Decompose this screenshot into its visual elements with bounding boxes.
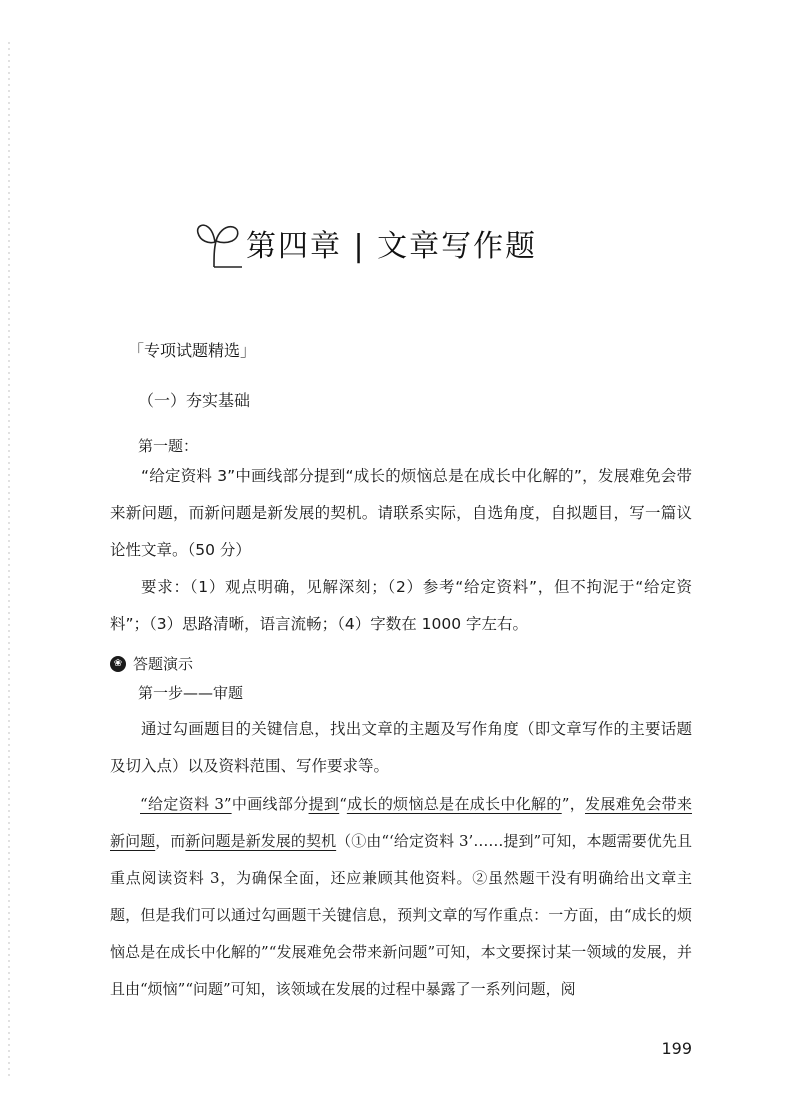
underlined-phrase: 提到	[308, 795, 340, 813]
answer-intro: 通过勾画题目的关键信息，找出文章的主题及写作角度（即文章写作的主要话题及切入点）以及资料范围、写作要求等。	[110, 720, 692, 775]
question-requirements: 要求：（1）观点明确，见解深刻；（2）参考“给定资料”，但不拘泥于“给定资料”；（3）思路清晰，语言流畅；（4）字数在 1000 字左右。	[110, 578, 692, 633]
underlined-phrase: 成长的烦恼总是在成长中化解的	[346, 795, 562, 813]
analysis-text: ”，	[561, 795, 586, 813]
step-title: 第一步——审题	[138, 684, 244, 702]
underlined-phrase: “给定资料 3”	[140, 795, 232, 813]
underlined-phrase: 新问题是新发展的契机	[185, 832, 337, 850]
scan-margin-dots	[8, 40, 10, 1080]
chapter-title	[192, 208, 537, 278]
answer-header-text: 答题演示	[133, 655, 194, 673]
flower-badge-icon: ❀	[110, 656, 126, 672]
bracket-open: 「	[128, 341, 145, 360]
bracket-close: 」	[240, 341, 257, 360]
section-title: 专项试题精选	[144, 341, 241, 360]
analysis-text: 中画线部分	[231, 795, 309, 813]
question-prompt: “给定资料 3”中画线部分提到“成长的烦恼总是在成长中化解的”，发展难免会带来新问题，而新问题是新发展的契机。请联系实际，自选角度，自拟题目，写一篇议论性文章。（50 分）	[110, 467, 692, 559]
answer-header	[110, 653, 193, 674]
section-header	[128, 338, 256, 361]
sprout-icon	[192, 215, 244, 271]
question-title: 第一题：	[138, 437, 199, 455]
page-number: 199	[661, 1039, 692, 1058]
answer-analysis	[110, 786, 692, 1008]
subsection-title: （一）夯实基础	[138, 391, 251, 410]
chapter-heading-text: 第四章 | 文章写作题	[246, 229, 538, 264]
analysis-text: ，而	[155, 832, 186, 850]
analysis-text: （①由“‘给定资料 3’……提到”可知，本题需要优先且重点阅读资料 3，为确保全面，还应兼顾其他资料。②虽然题干没有明确给出文章主题，但是我们可以通过勾画题干关键信息，预判文章的写作重点：一方面，由“成长的烦恼总是在成长中化解的”“发展难免会带来新问题”可知，本文要探讨某一领域的发展，并且由“烦恼”“问题”可知，该领域在发展的过程中暴露了一系列问题，阅	[110, 832, 692, 998]
underlined-phrase: 发展难免会带来新问题	[110, 795, 692, 850]
analysis-text: “	[339, 795, 347, 813]
